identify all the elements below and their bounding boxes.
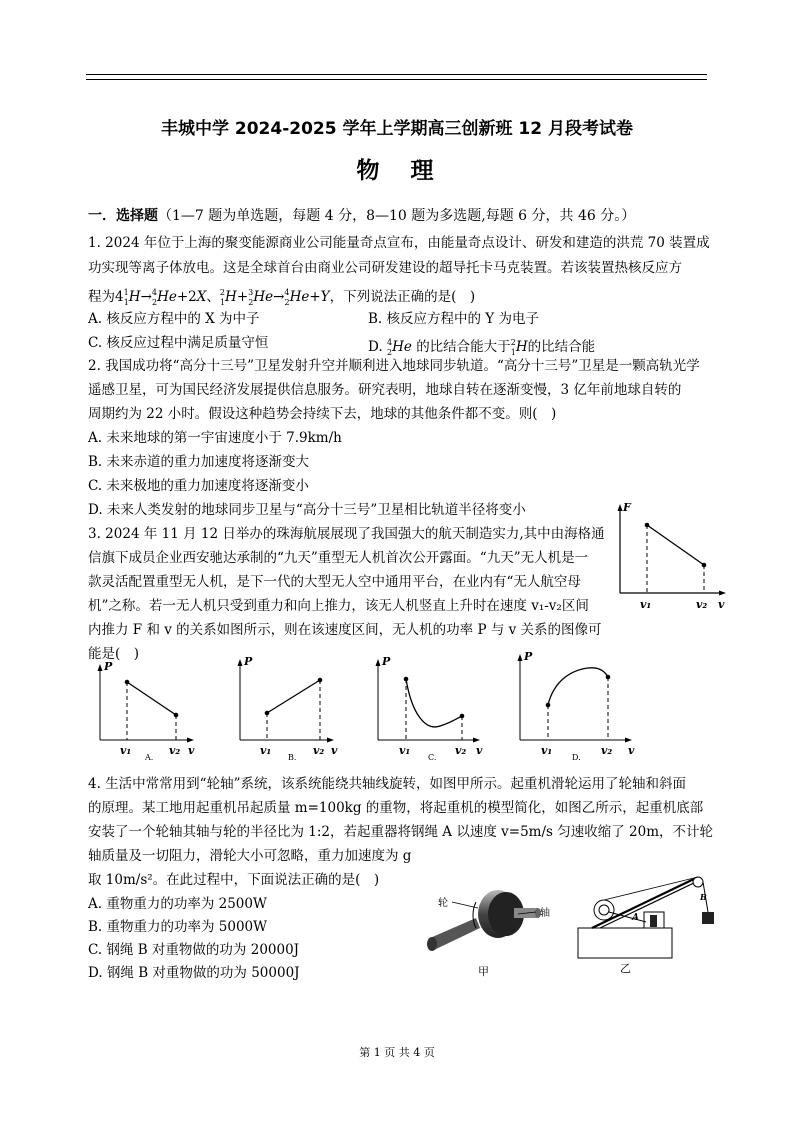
q2-option-a: A. 未来地球的第一宇宙速度小于 7.9km/h	[88, 430, 342, 446]
q2-option-b: B. 未来赤道的重力加速度将逐渐变大	[88, 454, 310, 470]
q1-option-a: A. 核反应方程中的 X 为中子	[88, 311, 260, 327]
rope-b-label: B	[700, 892, 707, 902]
svg-text:P: P	[524, 650, 533, 663]
page-footer: 第 1 页 共 4 页	[359, 1046, 435, 1059]
svg-text:v: v	[331, 744, 338, 757]
f-v-graph	[610, 498, 732, 616]
axle-label: 轴	[540, 908, 550, 919]
top-rule-2	[86, 79, 707, 80]
q4-line-1: 4. 生活中常常用到“轮轴”系统，该系统能绕共轴线旋转，如图甲所示。起重机滑轮运用了轮轴和斜面	[88, 776, 686, 792]
graph-option-a	[90, 660, 200, 764]
graph-option-d	[510, 650, 640, 764]
top-rule-1	[86, 74, 707, 75]
q4-line-3: 安装了一个轮轴其轴与轮的半径比为 1:2，若起重器将钢绳 A 以速度 v=5m/s 匀速收缩了 20m，不计轮	[88, 824, 714, 840]
svg-text:v: v	[188, 744, 195, 757]
svg-text:D.: D.	[572, 753, 581, 762]
q4-option-b: B. 重物重力的功率为 5000W	[88, 919, 268, 935]
q1-option-d: D. $^4_2$He 的比结合能大于$^2_1$H的比结合能	[368, 338, 596, 357]
svg-text:v₁: v₁	[399, 744, 411, 757]
svg-text:v₁: v₁	[541, 744, 553, 757]
svg-text:v: v	[718, 598, 725, 611]
svg-text:v₂: v₂	[696, 598, 708, 611]
q2-option-d: D. 未来人类发射的地球同步卫星与“高分十三号”卫星相比轨道半径将变小	[88, 502, 526, 518]
q1-line-1: 1. 2024 年位于上海的聚变能源商业公司能量奇点宣布，由能量奇点设计、研发和建造的洪荒 70 装置成	[88, 235, 710, 251]
svg-text:v₂: v₂	[601, 744, 613, 757]
q3-line-4: 机”之称。若一无人机只受到重力和向上推力，该无人机竖直上升时在速度 v₁-v₂区间	[88, 598, 589, 614]
rope-a-label: A	[632, 913, 639, 923]
svg-text:A.: A.	[145, 753, 154, 762]
svg-text:v: v	[628, 744, 635, 757]
q2-line-1: 2. 我国成功将“高分十三号”卫星发射升空并顺利进入地球同步轨道。“高分十三号”卫星是一颗高轨光学	[88, 358, 700, 374]
figure-jia-caption: 甲	[478, 965, 489, 978]
svg-text:v₂: v₂	[169, 744, 181, 757]
svg-text:C.: C.	[428, 753, 437, 762]
q4-line-5: 取 10m/s²。在此过程中，下面说法正确的是( )	[88, 872, 380, 888]
svg-text:v₂: v₂	[313, 744, 325, 757]
svg-text:P: P	[382, 655, 391, 668]
q2-option-c: C. 未来极地的重力加速度将逐渐变小	[88, 478, 309, 494]
q3-line-3: 款灵活配置重型无人机，是下一代的大型无人空中通用平台，在业内有“无人航空母	[88, 574, 581, 590]
q3-line-5: 内推力 F 和 v 的关系如图所示，则在该速度区间，无人机的功率 P 与 v 关系的图像可	[88, 622, 602, 638]
f-axis-label: F	[623, 501, 631, 514]
svg-text:v₁: v₁	[640, 598, 652, 611]
q4-option-d: D. 钢绳 B 对重物做的功为 50000J	[88, 965, 300, 981]
exam-title: 丰城中学 2024-2025 学年上学期高三创新班 12 月段考试卷	[160, 119, 633, 139]
section-heading: 一．选择题（1—7 题为单选题，每题 4 分，8—10 题为多选题,每题 6 分，共 46 分。）	[88, 208, 636, 224]
svg-text:P: P	[244, 655, 253, 668]
subject-title: 物 理	[356, 158, 438, 184]
reaction-equation: $4^1_1H\to^4_2He+2X$、$^2_1$H+$^3_2$He→$^4_2$He+Y	[115, 288, 330, 307]
q1-line-2: 功实现等离子体放电。这是全球首台由商业公司研发建设的超导托卡马克装置。若该装置热核反应方	[88, 260, 682, 276]
q3-line-1: 3. 2024 年 11 月 12 日举办的珠海航展展现了我国强大的航天制造实力,其中由海格通	[88, 526, 605, 542]
q4-option-c: C. 钢绳 B 对重物做的功为 20000J	[88, 942, 300, 958]
q4-line-4: 轴质量及一切阻力，滑轮大小可忽略，重力加速度为 g	[88, 848, 412, 864]
crane-figure	[574, 872, 724, 980]
q1-line-3: 程为$4^1_1H\to^4_2He+2X$、$^2_1$H+$^3_2$He→$^4_2$He+Y，下列说法正确的是( )	[88, 288, 476, 307]
q4-option-a: A. 重物重力的功率为 2500W	[88, 896, 267, 912]
q3-line-2: 信旗下成员企业西安驰达承制的“九天”重型无人机首次公开露面。“九天”无人机是一	[88, 550, 589, 566]
graph-option-c	[368, 655, 486, 764]
q2-line-3: 周期约为 22 小时。假设这种趋势会持续下去，地球的其他条件都不变。则( )	[88, 406, 557, 422]
q2-line-2: 遥感卫星，可为国民经济发展提供信息服务。研究表明，地球自转在逐渐变慢，3 亿年前地球自转的	[88, 382, 682, 398]
q1-option-c: C. 核反应过程中满足质量守恒	[88, 335, 269, 351]
svg-text:P: P	[104, 660, 113, 673]
svg-text:v₂: v₂	[455, 744, 467, 757]
svg-text:v₁: v₁	[260, 744, 272, 757]
svg-text:v₁: v₁	[120, 744, 132, 757]
svg-text:B.: B.	[288, 753, 297, 762]
wheel-axle-figure	[418, 880, 558, 980]
figure-yi-caption: 乙	[620, 962, 631, 975]
svg-text:v: v	[476, 744, 483, 757]
q1-option-b: B. 核反应方程中的 Y 为电子	[368, 311, 539, 327]
wheel-label: 轮	[438, 898, 448, 909]
graph-option-b	[230, 655, 340, 764]
q3-line-6: 能是( )	[88, 646, 140, 662]
q4-line-2: 的原理。某工地用起重机吊起质量 m=100kg 的重物，将起重机的模型简化，如图乙所示，起重机底部	[88, 800, 704, 816]
